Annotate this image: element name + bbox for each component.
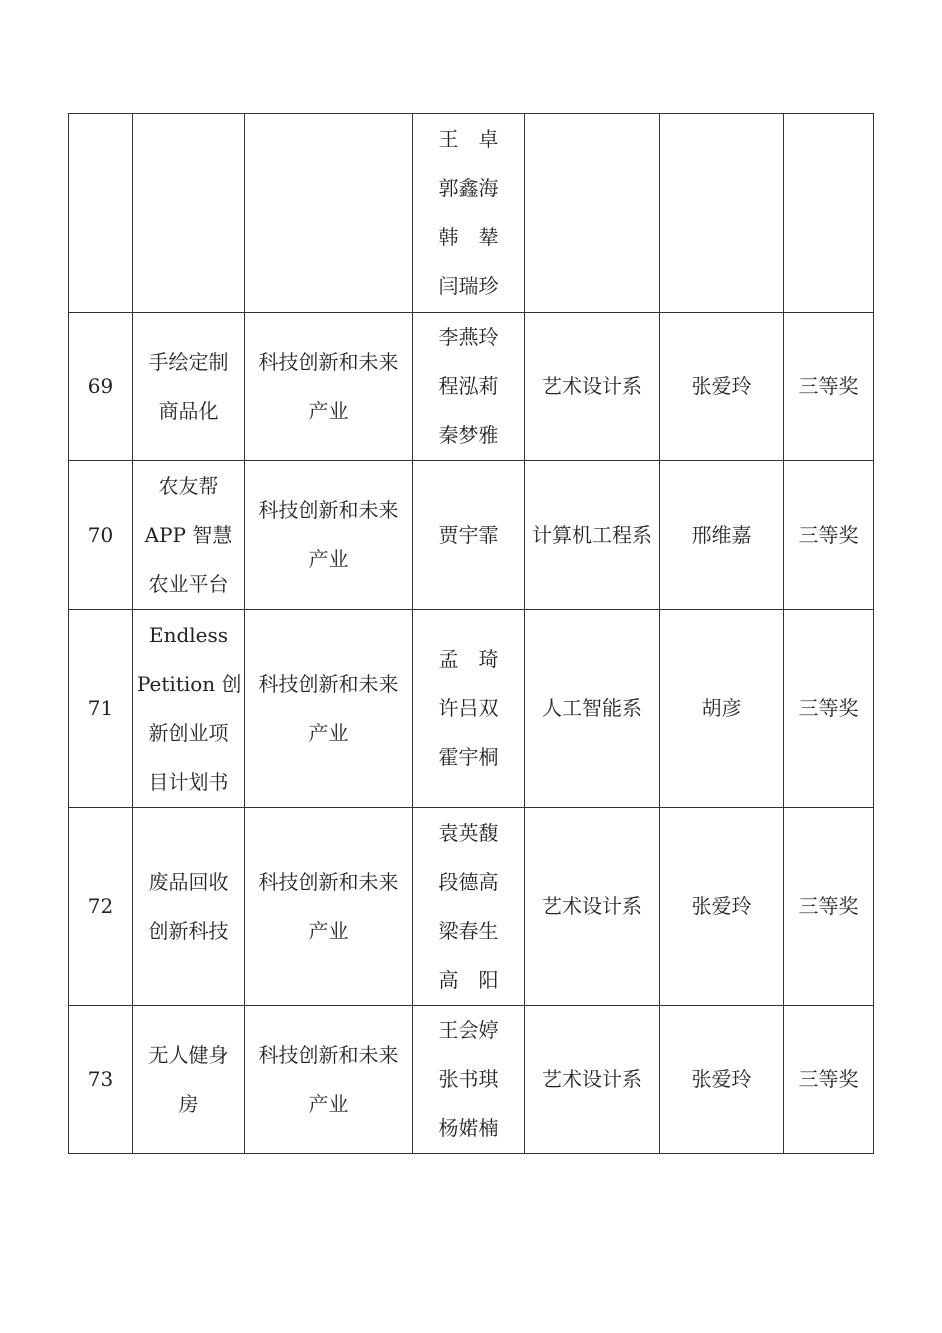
category-text: 科技创新和未来产业 [258, 671, 399, 745]
members-cell [413, 808, 525, 1006]
award-cell [784, 114, 874, 313]
member-name: 韩 辇 [438, 225, 499, 249]
project-name-line: Petition 创 [137, 671, 242, 696]
project-name-line: 废品回收 [148, 869, 229, 894]
member-name: 秦梦雅 [438, 423, 499, 447]
department-cell [525, 1006, 660, 1154]
advisor-cell [660, 313, 784, 461]
advisor-text: 邢维嘉 [691, 522, 752, 547]
department-cell [525, 114, 660, 313]
project-name-line: 手绘定制 [148, 349, 229, 374]
row-number-text: 73 [87, 1067, 114, 1091]
member-name: 王 卓 [438, 127, 499, 151]
project-name-cell [133, 808, 245, 1006]
project-name-line: 创新科技 [148, 918, 229, 943]
department-text: 人工智能系 [542, 696, 642, 720]
department-cell [525, 461, 660, 610]
row-number-text: 71 [87, 696, 114, 720]
category-cell [245, 114, 413, 313]
department-cell [525, 610, 660, 808]
advisor-text: 胡彦 [701, 696, 742, 720]
members-cell [413, 461, 525, 610]
member-name: 张书琪 [438, 1067, 499, 1091]
advisor-cell [660, 461, 784, 610]
category-cell [245, 313, 413, 461]
project-name-line: 农友帮 [158, 473, 219, 498]
award-cell [784, 461, 874, 610]
member-name: 杨婼楠 [438, 1116, 499, 1140]
member-name: 段德高 [438, 869, 499, 894]
member-name: 许吕双 [438, 696, 499, 720]
row-number-cell [69, 461, 133, 610]
member-name: 程泓莉 [438, 374, 499, 398]
project-name-cell [133, 313, 245, 461]
table-row [69, 808, 874, 1006]
award-cell [784, 313, 874, 461]
row-number-text: 70 [87, 522, 114, 547]
members-cell [413, 313, 525, 461]
advisor-cell [660, 1006, 784, 1154]
row-number-cell [69, 114, 133, 313]
project-name-cell [133, 610, 245, 808]
table-row [69, 610, 874, 808]
table-body [69, 114, 874, 1154]
advisor-text: 张爱玲 [691, 374, 752, 398]
award-text: 三等奖 [798, 1067, 859, 1091]
member-name: 李燕玲 [438, 325, 499, 349]
project-name-line: 目计划书 [148, 769, 229, 794]
category-text: 科技创新和未来产业 [258, 869, 399, 943]
department-cell [525, 808, 660, 1006]
award-text: 三等奖 [798, 894, 859, 918]
member-name: 孟 琦 [438, 647, 499, 671]
award-text: 三等奖 [798, 374, 859, 398]
category-text: 科技创新和未来产业 [258, 349, 399, 423]
members-cell [413, 114, 525, 313]
department-text: 计算机工程系 [532, 522, 652, 547]
advisor-text: 张爱玲 [691, 1067, 752, 1091]
advisor-cell [660, 808, 784, 1006]
members-cell [413, 610, 525, 808]
row-number-text: 69 [87, 374, 114, 398]
row-number-text: 72 [87, 894, 114, 918]
category-text: 科技创新和未来产业 [258, 1042, 399, 1116]
project-name-cell [133, 461, 245, 610]
category-cell [245, 1006, 413, 1154]
advisor-cell [660, 114, 784, 313]
award-cell [784, 610, 874, 808]
table-row [69, 313, 874, 461]
award-cell [784, 1006, 874, 1154]
category-cell [245, 461, 413, 610]
table-row [69, 461, 874, 610]
category-text: 科技创新和未来产业 [258, 498, 399, 571]
member-name: 梁春生 [438, 918, 499, 943]
member-name: 贾宇霏 [438, 522, 499, 547]
awards-table [68, 113, 874, 1154]
member-name: 王会婷 [438, 1018, 499, 1042]
member-name: 郭鑫海 [438, 176, 499, 200]
member-name: 高 阳 [438, 967, 499, 992]
row-number-cell [69, 610, 133, 808]
project-name-cell [133, 1006, 245, 1154]
project-name-line: APP 智慧 [144, 522, 233, 547]
advisor-text: 张爱玲 [691, 894, 752, 918]
row-number-cell [69, 313, 133, 461]
advisor-cell [660, 610, 784, 808]
row-number-cell [69, 1006, 133, 1154]
member-name: 闫瑞珍 [438, 274, 499, 298]
member-name: 袁英馥 [438, 820, 499, 845]
project-name-line: 房 [178, 1091, 199, 1116]
row-number-cell [69, 808, 133, 1006]
department-text: 艺术设计系 [542, 894, 642, 918]
award-cell [784, 808, 874, 1006]
award-text: 三等奖 [798, 522, 859, 547]
project-name-line: 新创业项 [148, 720, 229, 745]
members-cell [413, 1006, 525, 1154]
department-text: 艺术设计系 [542, 374, 642, 398]
department-cell [525, 313, 660, 461]
category-cell [245, 808, 413, 1006]
project-name-cell [133, 114, 245, 313]
table-row [69, 1006, 874, 1154]
member-name: 霍宇桐 [438, 745, 499, 769]
award-text: 三等奖 [798, 696, 859, 720]
project-name-line: 无人健身 [148, 1042, 229, 1067]
department-text: 艺术设计系 [542, 1067, 642, 1091]
project-name-line: 农业平台 [148, 571, 229, 596]
project-name-line: Endless [148, 622, 229, 647]
category-cell [245, 610, 413, 808]
table-row [69, 114, 874, 313]
project-name-line: 商品化 [158, 398, 219, 423]
